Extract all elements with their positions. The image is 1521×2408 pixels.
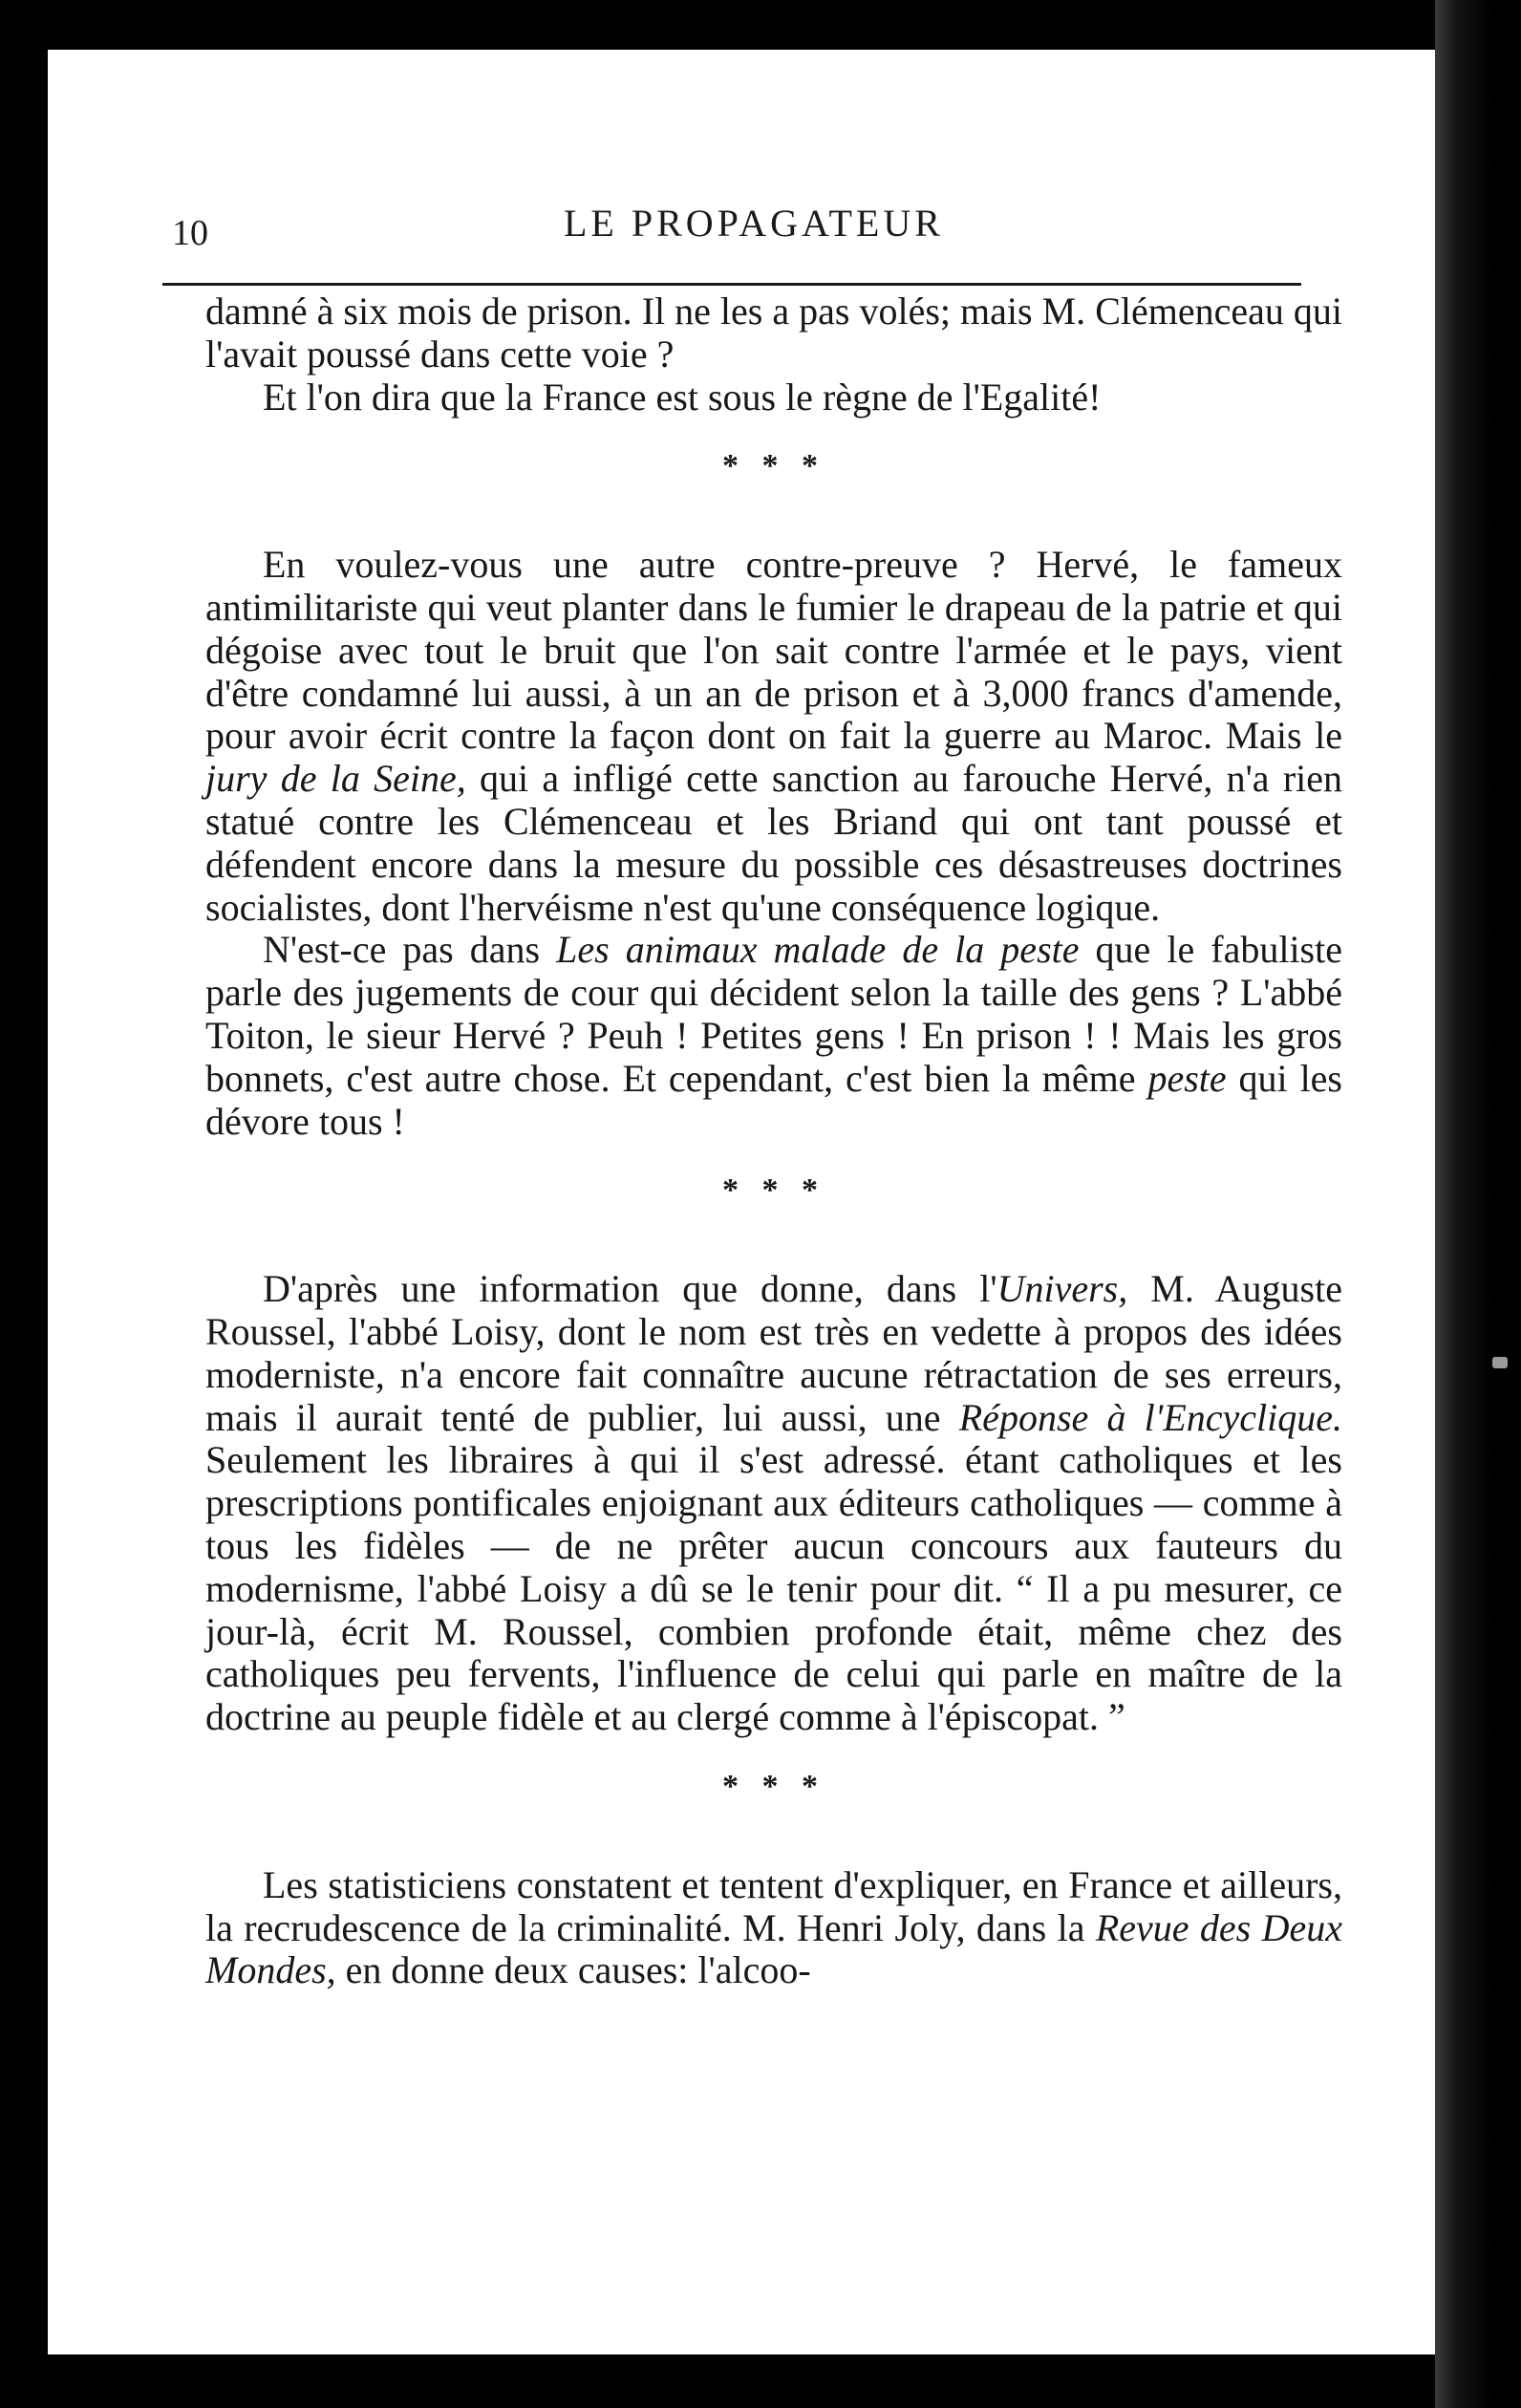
page-number: 10 xyxy=(172,213,208,253)
paragraph-2 xyxy=(205,376,1342,419)
header-rule xyxy=(162,283,1301,286)
paragraph-text: qui a infligé cette sanction au farouche Hervé, n'a rien statué contre les Clémenceau et les Briand qui ont tant poussé et défendent encore dans la mesure du possible ces désastreuses doctrines socialistes, dont l'hervéisme n'est qu'une conséquence logique. xyxy=(205,757,1343,929)
paragraph-5 xyxy=(205,1268,1342,1739)
section-separator: * * * xyxy=(722,448,825,484)
edge-smudge xyxy=(1492,1357,1508,1368)
italic-title: Réponse à l'Encyclique. xyxy=(958,1395,1342,1439)
section-separator: * * * xyxy=(722,1172,825,1209)
italic-title: Revue des Deux Mondes, xyxy=(205,1905,1342,1992)
paragraph-text: Seulement les libraires à qui il s'est adressé. étant catholiques et les prescriptions pontificales enjoignant aux éditeurs catholiques — comme à tous les fidèles — de ne prêter aucun concours aux fauteurs du modernisme, l'abbé Loisy a dû se le tenir pour dit. “ Il a pu mesurer, ce jour-là, écrit M. Roussel, combien profonde était, même chez des catholiques peu fervents, l'influence de celui qui parle en maître de la doctrine au peuple fidèle et au clergé comme à l'épiscopat. ” xyxy=(205,1438,1342,1739)
paragraph-text: D'après une information que donne, dans l' xyxy=(263,1267,997,1311)
paragraph-3 xyxy=(205,544,1342,929)
paragraph-text: qui les dévore tous ! xyxy=(205,1056,1342,1143)
page-body xyxy=(205,290,1342,1992)
paragraph-6 xyxy=(205,1864,1342,1992)
paragraph-text: damné à six mois de prison. Il ne les a pas volés; mais M. Clémenceau qui l'avait poussé dans cette voie ? xyxy=(205,290,1342,376)
book-fore-edge xyxy=(1435,0,1492,2408)
italic-phrase: jury de la Seine, xyxy=(205,757,466,801)
paragraph-text: Et l'on dira que la France est sous le règne de l'Egalité! xyxy=(263,375,1102,419)
italic-title: Univers, xyxy=(996,1267,1128,1311)
paragraph-text: que le fabuliste parle des jugements de cour qui décident selon la taille des gens ? L'abbé Toiton, le sieur Hervé ? Peuh ! Petites gens ! En prison ! ! Mais les gros bonnets, c'est autre chose. Et cependant, c'est bien la même xyxy=(205,928,1342,1100)
paragraph-text: N'est-ce pas dans xyxy=(263,928,557,972)
paragraph-1 xyxy=(205,290,1342,376)
section-separator: * * * xyxy=(722,1768,825,1804)
paragraph-4 xyxy=(205,929,1342,1143)
running-title: LE PROPAGATEUR xyxy=(564,202,944,245)
paragraph-text: en donne deux causes: l'alcoo- xyxy=(335,1948,811,1992)
italic-title: Les animaux malade de la peste xyxy=(556,928,1080,972)
paragraph-text: En voulez-vous une autre contre-preuve ? Hervé, le fameux antimilitariste qui veut planter dans le fumier le drapeau de la patrie et qui dégoise avec tout le bruit que l'on sait contre l'armée et le pays, vient d'être condamné lui aussi, à un an de prison et à 3,000 francs d'amende, pour avoir écrit contre la façon dont on fait la guerre au Maroc. Mais le xyxy=(205,543,1342,758)
italic-word: peste xyxy=(1147,1056,1227,1100)
paragraph-text: Les statisticiens constatent et tentent d'expliquer, en France et ailleurs, la recrudescence de la criminalité. M. Henri Joly, dans la xyxy=(205,1862,1342,1949)
paragraph-text: M. Auguste Roussel, l'abbé Loisy, dont le nom est très en vedette à propos des idées moderniste, n'a encore fait connaître aucune rétractation de ses erreurs, mais il aurait tenté de publier, lui aussi, une xyxy=(205,1267,1342,1439)
